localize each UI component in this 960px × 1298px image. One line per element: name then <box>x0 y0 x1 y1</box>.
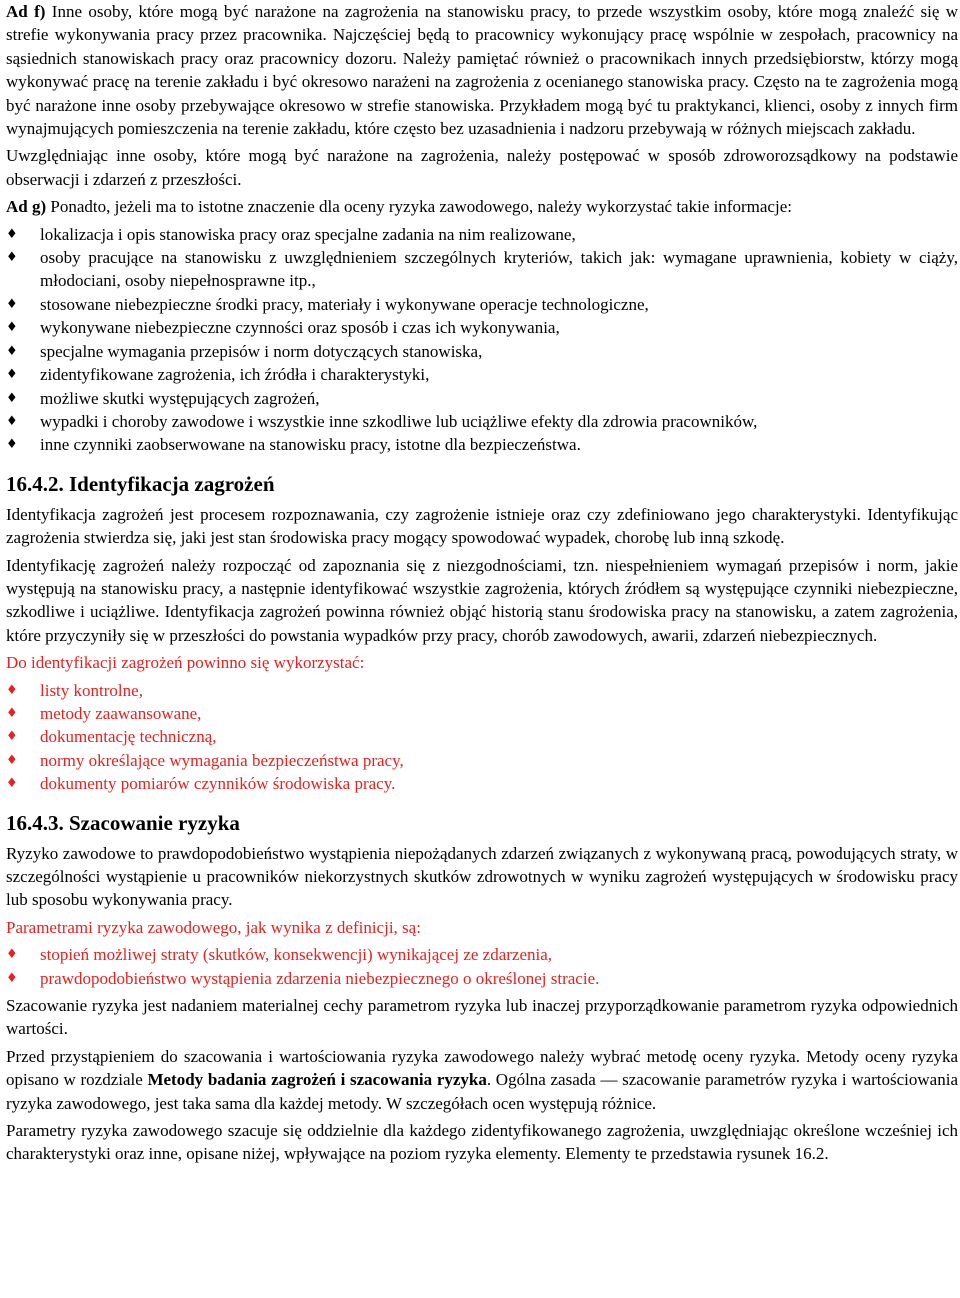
diamond-bullet-icon: ♦ <box>6 390 18 406</box>
list-item-text: stosowane niebezpieczne środki pracy, materiały i wykonywane operacje technologiczne, <box>40 294 649 314</box>
szacowanie-paragraph-2: Szacowanie ryzyka jest nadaniem materialnej cechy parametrom ryzyka lub inaczej przyporządkowanie parametrom ryzyka odpowiednich wartości. <box>6 996 958 1039</box>
list-item-text: specjalne wymagania przepisów i norm dotyczących stanowiska, <box>40 341 483 361</box>
section-f-text: Inne osoby, które mogą być narażone na zagrożenia na stanowisku pracy, to przede wszystkim osoby, które mogą znaleźć się w strefie wykonywania pracy przez pracownika. Najczęściej będą to pracownicy wykonujący pracę wspólnie w zespołach, pracownicy na sąsiednich stanowiskach pracy oraz pracownicy dozoru. Należy pamiętać również o pracownikach innych przedsiębiorstw, którzy mogą wykonywać pracę na terenie zakładu i być okresowo narażeni na zagrożenia z ocenianego stanowiska pracy. Często na te zagrożenia mogą być narażone inne osoby przebywające okresowo w strefie stanowiska. Przykładem mogą być tu praktykanci, klienci, osoby z innych firm wynajmujących pomieszczenia na terenie zakładu, które często bez uzasadnienia i nadzoru przebywają w różnych miejscach zakładu. <box>6 2 958 139</box>
list-item-text: zidentyfikowane zagrożenia, ich źródła i charakterystyki, <box>40 365 430 385</box>
diamond-bullet-icon: ♦ <box>6 776 18 792</box>
list-item-text: możliwe skutki występujących zagrożeń, <box>40 388 320 408</box>
diamond-bullet-icon: ♦ <box>6 947 18 963</box>
szacowanie-paragraph-4: Parametry ryzyka zawodowego szacuje się oddzielnie dla każdego zidentyfikowanego zagrożenia, uwzględniając określone wcześniej ich charakterystyki oraz inne, opisane niżej, wpływające na poziom ryzyka elementy. Elementy te przedstawia rysunek 16.2. <box>6 1121 958 1164</box>
section-g-intro-text: Ponadto, jeżeli ma to istotne znaczenie dla oceny ryzyka zawodowego, należy wykorzystać takie informacje: <box>46 197 792 217</box>
list-item-text: dokumentację techniczną, <box>40 727 217 747</box>
list-item <box>6 363 958 386</box>
list-item <box>6 967 958 990</box>
szacowanie-parameters-intro: Parametrami ryzyka zawodowego, jak wynika z definicji, są: <box>6 917 421 937</box>
diamond-bullet-icon: ♦ <box>6 682 18 698</box>
list-item <box>6 340 958 363</box>
list-item-text: listy kontrolne, <box>40 680 143 700</box>
identyfikacja-sources-intro: Do identyfikacji zagrożeń powinno się wykorzystać: <box>6 653 365 673</box>
diamond-bullet-icon: ♦ <box>6 752 18 768</box>
list-item-text: wypadki i choroby zawodowe i wszystkie inne szkodliwe lub uciążliwe efekty dla zdrowia pracowników, <box>40 411 758 431</box>
diamond-bullet-icon: ♦ <box>6 250 18 266</box>
diamond-bullet-icon: ♦ <box>6 226 18 242</box>
szacowanie-parameters-list <box>6 943 958 990</box>
szacowanie-paragraph-1: Ryzyko zawodowe to prawdopodobieństwo wystąpienia niepożądanych zdarzeń związanych z wykonywaną pracą, powodujących straty, w szczególności wystąpienie u pracowników niekorzystnych skutków zdrowotnych w wyniku zagrożeń występujących w środowisku pracy lub sposobu wykonywania pracy. <box>6 843 958 910</box>
section-f-paragraph <box>6 0 958 140</box>
list-item-text: inne czynniki zaobserwowane na stanowisku pracy, istotne dla bezpieczeństwa. <box>40 435 581 455</box>
list-item-text: dokumenty pomiarów czynników środowiska pracy. <box>40 774 396 794</box>
list-item-text: wykonywane niebezpieczne czynności oraz sposób i czas ich wykonywania, <box>40 318 560 338</box>
list-item <box>6 293 958 316</box>
szacowanie-paragraph-3 <box>6 1045 958 1115</box>
identyfikacja-paragraph-2: Identyfikację zagrożeń należy rozpocząć od zapoznania się z niezgodnościami, tzn. niespełnieniem wymagań przepisów i norm, jakie występują na stanowisku pracy, a następnie identyfikować wszystkie zagrożenia, których źródłem są występujące czynniki niebezpieczne, szkodliwe i uciążliwe. Identyfikacja zagrożeń powinna również objąć historią stanu środowiska pracy na stanowisku, a zatem zagrożenia, które przyczyniły się w przeszłości do powstania wypadków przy pracy, chorób zawodowych, awarii, zdarzeń niebezpiecznych. <box>6 555 958 645</box>
list-item <box>6 223 958 246</box>
diamond-bullet-icon: ♦ <box>6 320 18 336</box>
list-item-text: prawdopodobieństwo wystąpienia zdarzenia niebezpiecznego o określonej stracie. <box>40 968 600 988</box>
chapter-reference: Metody badania zagrożeń i szacowania ryzyka <box>147 1070 487 1090</box>
diamond-bullet-icon: ♦ <box>6 343 18 359</box>
list-item <box>6 679 958 702</box>
list-item <box>6 725 958 748</box>
section-g-intro <box>6 195 958 218</box>
diamond-bullet-icon: ♦ <box>6 437 18 453</box>
identyfikacja-sources-list <box>6 679 958 796</box>
szacowanie-p3-start: Przed przystąpieniem do szacowania i wartościowania ryzyka zawodowego należy wybrać metodę oceny ryzyka. Metody oceny ryzyka opisano w rozdziale <box>6 1046 958 1090</box>
list-item <box>6 749 958 772</box>
list-item <box>6 410 958 433</box>
list-item-text: normy określające wymagania bezpieczeństwa pracy, <box>40 750 404 770</box>
diamond-bullet-icon: ♦ <box>6 705 18 721</box>
szacowanie-p3-end: . Ogólna zasada — szacowanie parametrów ryzyka i wartościowania ryzyka zawodowego, jest taka sama dla każdej metody. W szczegółach ocen występują różnice. <box>6 1070 959 1113</box>
section-g-label: Ad g) <box>6 197 47 217</box>
list-item <box>6 702 958 725</box>
list-item-text: metody zaawansowane, <box>40 703 202 723</box>
section-heading-identyfikacja: 16.4.2. Identyfikacja zagrożeń <box>6 471 275 496</box>
list-item <box>6 772 958 795</box>
list-item <box>6 246 958 293</box>
identyfikacja-paragraph-1: Identyfikacja zagrożeń jest procesem rozpoznawania, czy zagrożenie istnieje oraz czy zdefiniowano jego charakterystyki. Identyfikując zagrożenia stwierdza się, jaki jest stan środowiska pracy mogący spowodować wypadek, chorobę lub inną szkodę. <box>6 504 958 548</box>
list-item <box>6 387 958 410</box>
list-item <box>6 943 958 966</box>
list-item <box>6 433 958 456</box>
section-f-paragraph-2: Uwzględniając inne osoby, które mogą być narażone na zagrożenia, należy postępować w sposób zdroworozsądkowy na podstawie obserwacji i zdarzeń z przeszłości. <box>6 146 958 189</box>
diamond-bullet-icon: ♦ <box>6 413 18 429</box>
section-g-list <box>6 223 958 457</box>
diamond-bullet-icon: ♦ <box>6 729 18 745</box>
list-item-text: lokalizacja i opis stanowiska pracy oraz specjalne zadania na nim realizowane, <box>40 224 576 244</box>
diamond-bullet-icon: ♦ <box>6 296 18 312</box>
list-item <box>6 316 958 339</box>
diamond-bullet-icon: ♦ <box>6 367 18 383</box>
list-item-text: stopień możliwej straty (skutków, konsekwencji) wynikającej ze zdarzenia, <box>40 945 553 965</box>
list-item-text: osoby pracujące na stanowisku z uwzględnieniem szczególnych kryteriów, takich jak: wymagane uprawnienia, kobiety w ciąży, młodociani, osoby niepełnosprawne itp., <box>40 248 958 291</box>
section-f-label: Ad f) <box>6 2 46 21</box>
section-heading-szacowanie: 16.4.3. Szacowanie ryzyka <box>6 810 240 835</box>
diamond-bullet-icon: ♦ <box>6 970 18 986</box>
